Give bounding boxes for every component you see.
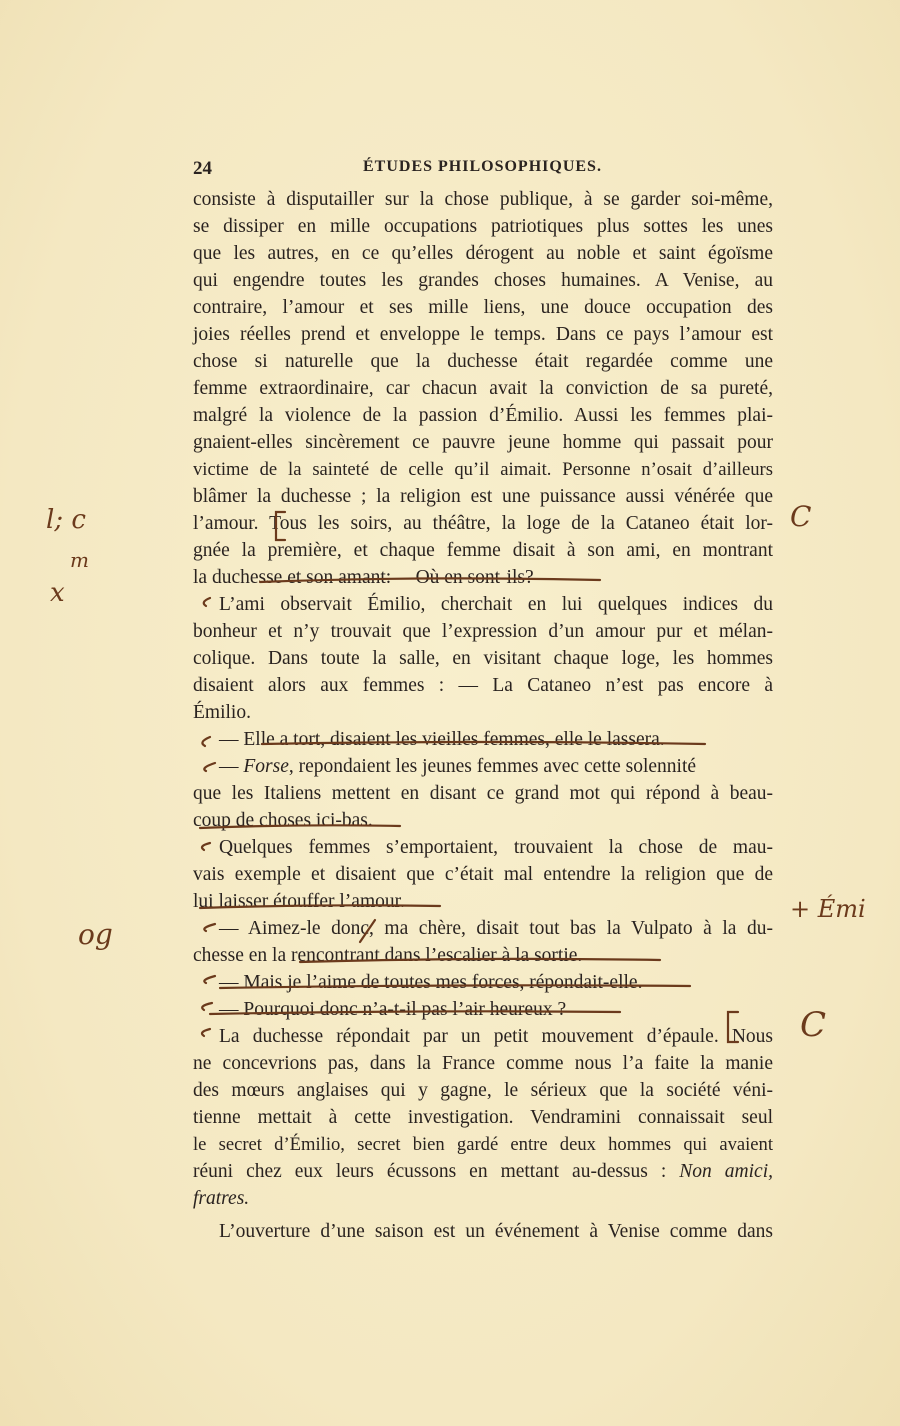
text-line: que les autres, en ce qu’elles dérogent au noble et saint égoïsme bbox=[193, 243, 773, 264]
underline-mark bbox=[260, 578, 600, 582]
text-line: ne concevrions pas, dans la France comme nous l’a faite la manie bbox=[193, 1053, 773, 1074]
italic-phrase: Non amici, bbox=[679, 1161, 773, 1182]
margin-note-right: C bbox=[790, 500, 812, 533]
text-line: L’ami observait Émilio, cherchait en lui quelques indices du bbox=[219, 594, 773, 615]
bracket-mark bbox=[202, 1029, 210, 1036]
bracket-mark bbox=[204, 763, 215, 771]
text-line: bonheur et n’y trouvait que l’expression d’un amour pur et mélan- bbox=[193, 621, 773, 642]
text-line: Quelques femmes s’emportaient, trouvaient la chose de mau- bbox=[219, 837, 773, 858]
text-line: L’ouverture d’une saison est un événement à Venise comme dans bbox=[219, 1221, 773, 1242]
text-line: — Mais je l’aime de toutes mes forces, répondait-elle. bbox=[219, 972, 643, 993]
text-line: tienne mettait à cette investigation. Vendramini connaissait seul bbox=[193, 1107, 773, 1128]
text-line: l’amour. Tous les soirs, au théâtre, la loge de la Cataneo était lor- bbox=[193, 513, 773, 534]
italic-word: Forse bbox=[243, 756, 289, 777]
text-line: colique. Dans toute la salle, en visitant chaque loge, les hommes bbox=[193, 648, 773, 669]
text-line: blâmer la duchesse ; la religion est une puissance aussi vénérée que bbox=[193, 486, 773, 507]
bracket-mark bbox=[202, 843, 210, 850]
bracket-mark bbox=[202, 1003, 212, 1010]
text-line: contraire, l’amour et ses mille liens, une douce occupation des bbox=[193, 297, 773, 318]
text-line: se dissiper en mille occupations patriotiques plus sottes les unes bbox=[193, 216, 773, 237]
margin-note-left: x bbox=[50, 578, 65, 608]
margin-note-left: l; c bbox=[46, 505, 86, 535]
text-line: lui laisser étouffer l’amour. bbox=[193, 891, 405, 912]
text-line: chose si naturelle que la duchesse était regardée comme une bbox=[193, 351, 773, 372]
text-line: — Aimez-le donc, ma chère, disait tout bas la Vulpato à la du- bbox=[219, 918, 773, 939]
underline-mark bbox=[200, 825, 400, 828]
text-line: vais exemple et disaient que c’était mal entendre la religion que de bbox=[193, 864, 773, 885]
bracket-mark bbox=[204, 976, 215, 983]
text-line: coup de choses ici-bas. bbox=[193, 810, 373, 831]
underline-mark bbox=[220, 985, 690, 988]
text-line: la duchesse et son amant: —Où en sont-ils? bbox=[193, 567, 534, 588]
text-line: disaient alors aux femmes : — La Cataneo n’est pas encore à bbox=[193, 675, 773, 696]
text-line: — Pourquoi donc n’a-t-il pas l’air heureux ? bbox=[219, 999, 567, 1020]
underline-mark bbox=[262, 742, 705, 744]
text-line: chesse en la rencontrant dans l’escalier à la sortie. bbox=[193, 945, 583, 966]
text-line: des mœurs anglaises qui y gagne, le sérieux que la société véni- bbox=[193, 1080, 773, 1101]
line-remainder: , repondaient les jeunes femmes avec cette solennité bbox=[288, 756, 697, 777]
underline-mark bbox=[300, 959, 660, 962]
text-line: gnaient-elles sincèrement ce pauvre jeune homme qui passait pour bbox=[193, 432, 773, 453]
line-text: réuni chez eux leurs écussons en mettant au-dessus : bbox=[193, 1161, 680, 1182]
paragraph-bracket bbox=[276, 512, 285, 540]
text-line: joies réelles prend et enveloppe le temps. Dans ce pays l’amour est bbox=[193, 324, 773, 345]
text-line: fratres. bbox=[193, 1188, 250, 1209]
text-line: La duchesse répondait par un petit mouvement d’épaule. Nous bbox=[219, 1026, 773, 1047]
text-line: malgré la violence de la passion d’Émilio. Aussi les femmes plai- bbox=[193, 405, 773, 426]
dash: — bbox=[219, 756, 244, 777]
bracket-mark bbox=[204, 924, 215, 931]
slash-mark bbox=[360, 920, 375, 942]
page-number: 24 bbox=[193, 158, 212, 179]
underline-mark bbox=[210, 1011, 620, 1014]
text-line: femme extraordinaire, car chacun avait la conviction de sa pureté, bbox=[193, 378, 773, 399]
text-line: qui engendre toutes les grandes choses humaines. A Venise, au bbox=[193, 270, 773, 291]
text-line: gnée la première, et chaque femme disait à son ami, en montrant bbox=[193, 540, 773, 561]
underline-mark bbox=[200, 905, 440, 908]
text-line: consiste à disputailler sur la chose publique, à se garder soi-même, bbox=[193, 189, 773, 210]
margin-note-left: m bbox=[70, 548, 89, 572]
paragraph-bracket bbox=[728, 1012, 738, 1042]
text-line: — Elle a tort, disaient les vieilles femmes, elle le lassera. bbox=[219, 729, 665, 750]
bracket-mark bbox=[204, 598, 210, 606]
margin-note-right: C bbox=[800, 1005, 827, 1045]
text-line: Émilio. bbox=[193, 702, 251, 723]
text-line: victime de la sainteté de celle qu’il aimait. Personne n’osait d’ailleurs bbox=[193, 459, 773, 480]
text-line: le secret d’Émilio, secret bien gardé entre deux hommes qui avaient bbox=[193, 1134, 773, 1155]
bracket-mark bbox=[202, 737, 210, 746]
text-line: que les Italiens mettent en disant ce grand mot qui répond à beau- bbox=[193, 783, 773, 804]
margin-note-left: og bbox=[78, 918, 113, 951]
margin-note-right: + Émi bbox=[790, 895, 866, 923]
running-head: ÉTUDES PHILOSOPHIQUES. bbox=[363, 158, 602, 175]
